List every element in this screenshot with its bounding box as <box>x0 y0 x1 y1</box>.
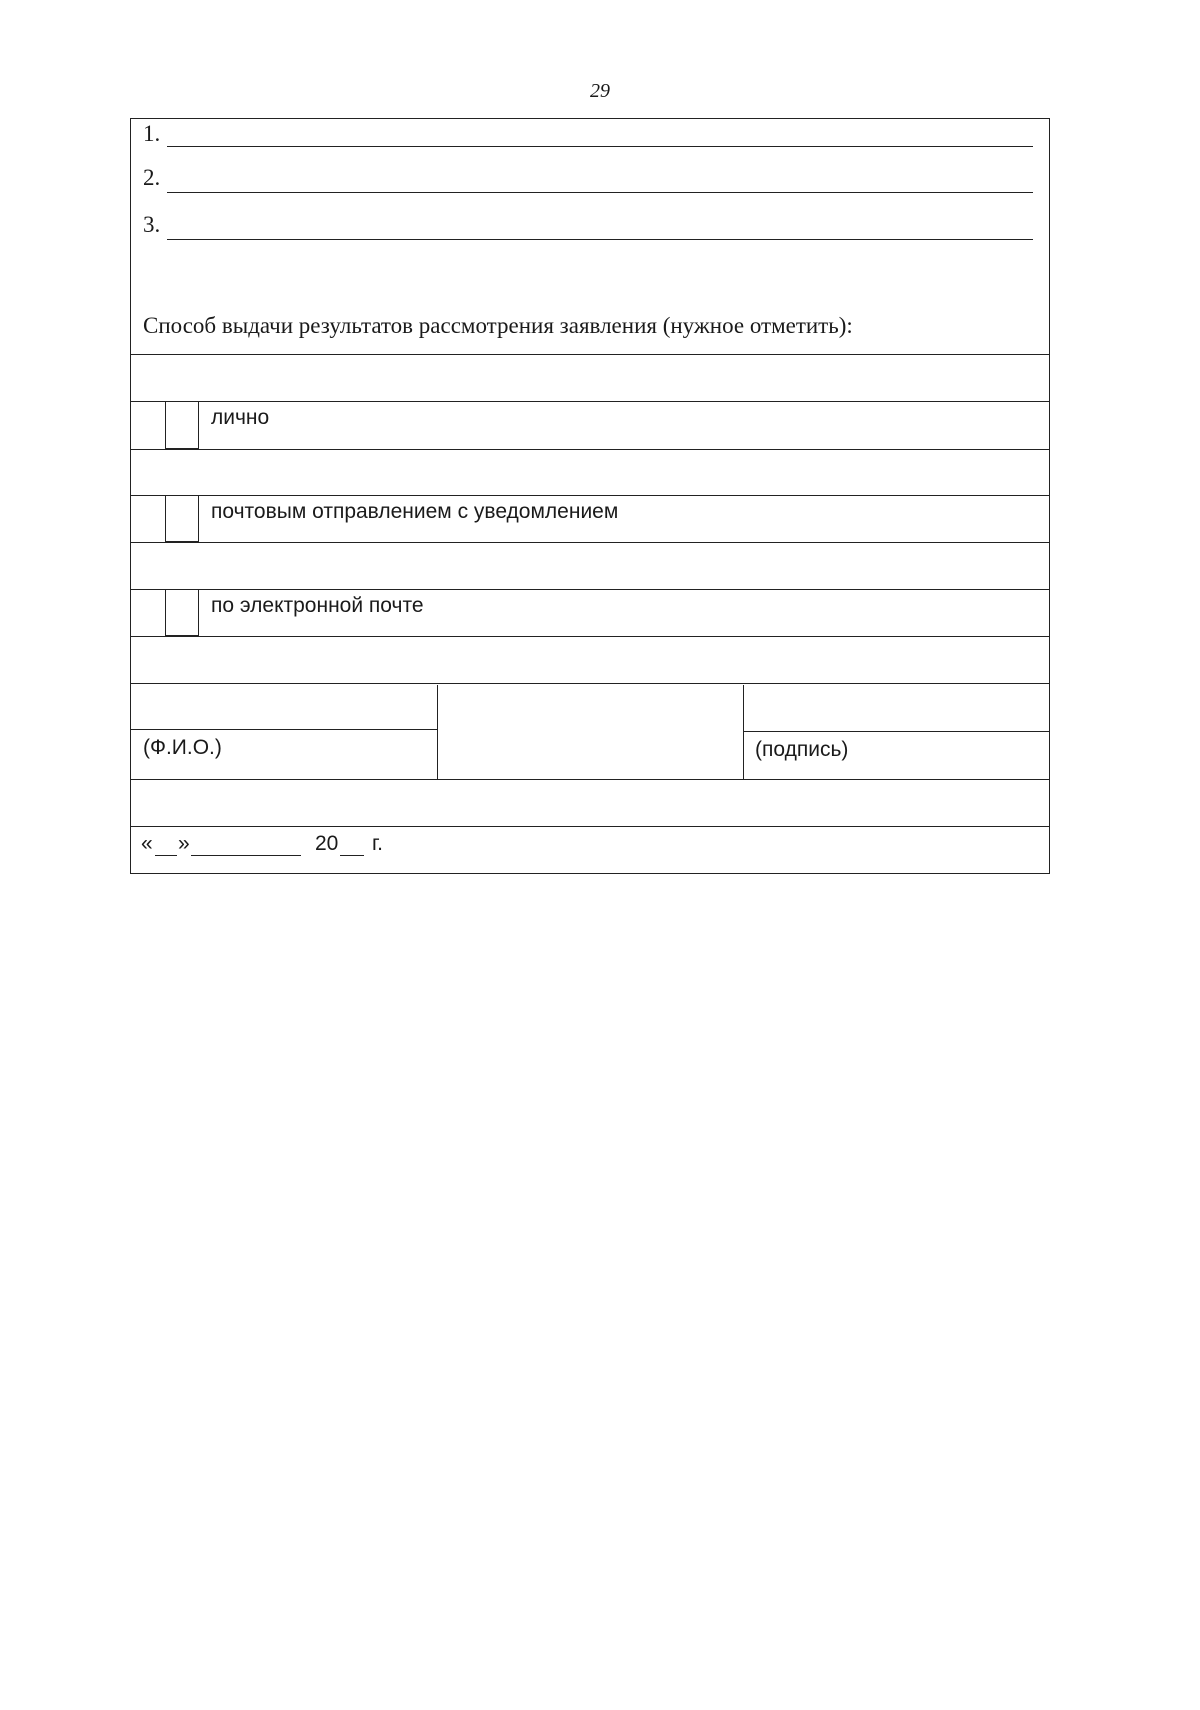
line-number-1: 1. <box>143 121 161 146</box>
divider <box>131 779 1049 780</box>
blank-line-1[interactable] <box>167 146 1033 147</box>
date-close-quote: » <box>178 832 190 855</box>
signature-field-line[interactable] <box>743 731 1049 732</box>
year-suffix: г. <box>372 832 383 855</box>
signature-label: (подпись) <box>755 738 849 761</box>
divider <box>131 636 1049 637</box>
fio-field-line[interactable] <box>131 729 437 730</box>
blank-line-2[interactable] <box>167 192 1033 193</box>
divider <box>131 826 1049 827</box>
divider <box>131 401 1049 402</box>
column-divider <box>743 685 744 780</box>
month-blank[interactable] <box>191 855 301 856</box>
divider <box>131 542 1049 543</box>
option-mail-label: почтовым отправлением с уведомлением <box>211 500 619 523</box>
line-number-2: 2. <box>143 165 161 190</box>
delivery-method-heading: Способ выдачи результатов рассмотрения заявления (нужное отметить): <box>143 313 853 338</box>
divider <box>131 495 1049 496</box>
divider <box>131 449 1049 450</box>
option-personally-checkbox[interactable] <box>165 401 199 449</box>
divider <box>131 683 1049 684</box>
application-form-frame <box>130 118 1050 874</box>
line-number-3: 3. <box>143 212 161 237</box>
option-email-label: по электронной почте <box>211 594 424 617</box>
blank-line-3[interactable] <box>167 239 1033 240</box>
day-blank[interactable] <box>155 855 177 856</box>
fio-label: (Ф.И.О.) <box>143 736 222 759</box>
option-mail-checkbox[interactable] <box>165 495 199 542</box>
option-personally-label: лично <box>211 406 270 429</box>
date-open-quote: « <box>141 832 153 855</box>
divider <box>131 354 1049 355</box>
column-divider <box>437 685 438 780</box>
year-prefix: 20 <box>315 832 339 855</box>
year-blank[interactable] <box>340 855 364 856</box>
page-number: 29 <box>590 80 610 102</box>
divider <box>131 589 1049 590</box>
option-email-checkbox[interactable] <box>165 589 199 636</box>
